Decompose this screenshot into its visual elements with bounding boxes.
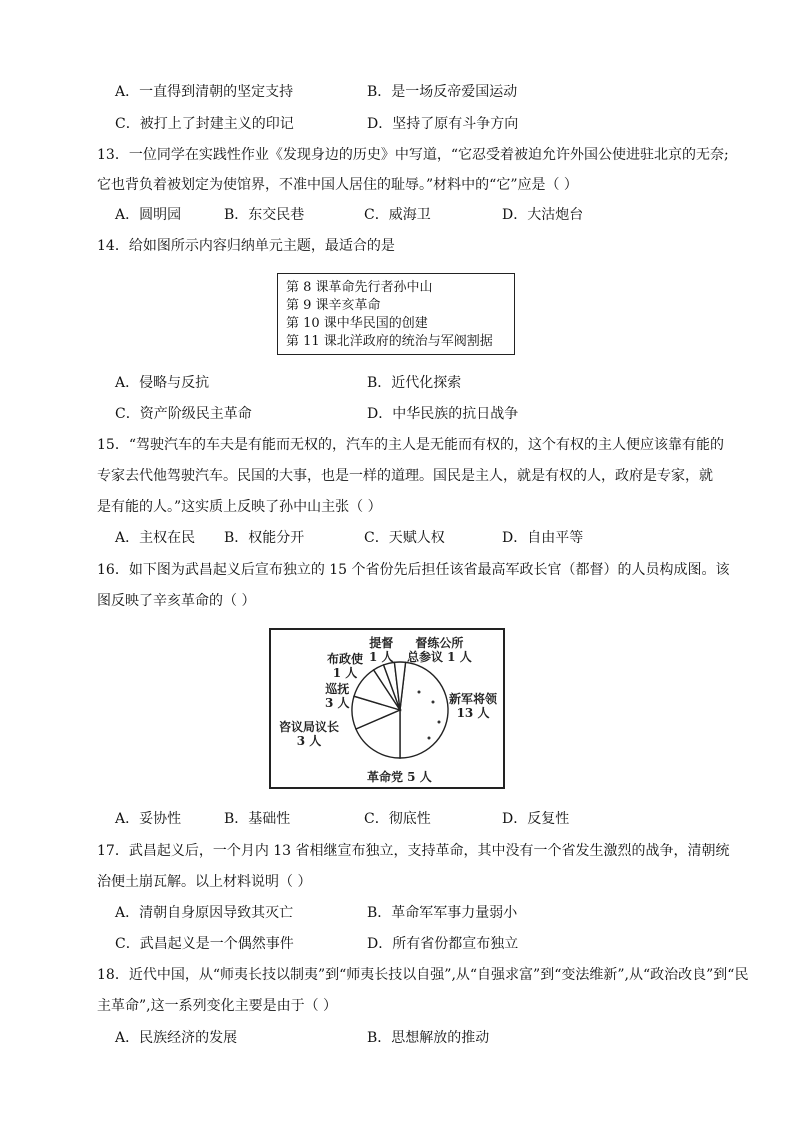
q15-stem-line1: 15．“驾驶汽车的车夫是有能而无权的，汽车的主人是无能而有权的，这个有权的主人便应该靠有能的 — [97, 437, 724, 453]
q17-stem-line1: 17．武昌起义后，一个月内 13 省相继宣布独立，支持革命，其中没有一个省发生激烈的战争，清朝统 — [97, 843, 730, 859]
label-line: 3 人 — [296, 734, 322, 748]
q17-option-c: C．武昌起义是一个偶然事件 — [115, 936, 294, 952]
label-line: 巡抚 — [325, 682, 350, 696]
lesson-item: 第 8 课革命先行者孙中山 — [286, 280, 433, 295]
q13-option-c: C．威海卫 — [364, 207, 431, 223]
lesson-item: 第 11 课北洋政府的统治与军阀割据 — [286, 334, 493, 349]
label-line: 1 人 — [369, 650, 394, 664]
pie-texture-dot — [418, 691, 421, 694]
q14-stem: 14．给如图所示内容归纳单元主题，最适合的是 — [97, 238, 395, 254]
q14-lesson-box — [277, 273, 515, 355]
q15-option-a: A．主权在民 — [115, 530, 196, 546]
q16-option-d: D．反复性 — [502, 811, 570, 827]
q15-option-b: B．权能分开 — [224, 530, 305, 546]
pie-label-xinjun — [449, 692, 497, 720]
q12-option-a: A．一直得到清朝的坚定支持 — [115, 84, 294, 100]
pie-label-xunfu — [325, 682, 350, 710]
q13-stem-line2: 它也背负着被划定为使馆界，不准中国人居住的耻辱。”材料中的“它”应是（ ） — [97, 177, 578, 193]
pie-label-buzhengshi — [327, 652, 363, 680]
q14-option-a: A．侵略与反抗 — [115, 375, 210, 391]
q14-option-b: B．近代化探索 — [367, 375, 462, 391]
q15-stem-line2: 专家去代他驾驶汽车。民国的大事，也是一样的道理。国民是主人，就是有权的人，政府是专家，就 — [97, 468, 713, 484]
pie-texture-dot — [438, 721, 441, 724]
label-line: 3 人 — [325, 696, 350, 710]
label-line: 革命党 5 人 — [367, 770, 432, 784]
pie-label-ziyiju — [279, 720, 339, 748]
q16-pie-figure — [269, 628, 505, 789]
label-line: 1 人 — [332, 666, 358, 680]
pie-label-zongcanyi — [407, 636, 472, 664]
q14-option-d: D．中华民族的抗日战争 — [367, 406, 519, 422]
q15-option-c: C．天赋人权 — [364, 530, 445, 546]
pie-label-tidu — [369, 636, 394, 664]
lesson-item: 第 10 课中华民国的创建 — [286, 316, 428, 331]
q16-stem-line2: 图反映了辛亥革命的（ ） — [97, 593, 256, 609]
q18-option-b: B．思想解放的推动 — [367, 1030, 490, 1046]
q15-option-d: D．自由平等 — [502, 530, 584, 546]
q13-stem-line1: 13．一位同学在实践性作业《发现身边的历史》中写道，“它忍受着被迫允许外国公使进驻北京的无奈; — [97, 147, 729, 163]
pie-slice-0 — [400, 662, 448, 758]
label-line: 13 人 — [456, 706, 490, 720]
q18-stem-line1: 18．近代中国，从“师夷长技以制夷”到“师夷长技以自强”,从“自强求富”到“变法维新”,从“政治改良”到“民 — [97, 967, 749, 983]
q12-option-c: C．被打上了封建主义的印记 — [115, 116, 294, 132]
q16-option-c: C．彻底性 — [364, 811, 431, 827]
q13-option-b: B．东交民巷 — [224, 207, 305, 223]
label-line: 总参议 1 人 — [407, 650, 472, 664]
pie-texture-dot — [428, 737, 431, 740]
q17-stem-line2: 治便土崩瓦解。以上材料说明（ ） — [97, 874, 312, 890]
q17-option-d: D．所有省份都宣布独立 — [367, 936, 519, 952]
q12-option-d: D．坚持了原有斗争方向 — [367, 116, 519, 132]
q16-stem-line1: 16．如下图为武昌起义后宣布独立的 15 个省份先后担任该省最高军政长官（都督）的人员构成图。该 — [97, 562, 730, 578]
label-line: 布政使 — [327, 652, 364, 666]
q16-option-b: B．基础性 — [224, 811, 291, 827]
label-line: 督练公所 — [415, 636, 464, 650]
label-line: 新军将领 — [449, 692, 498, 706]
pie-label-gemingdang — [367, 770, 432, 784]
label-line: 咨议局议长 — [279, 720, 340, 734]
q16-option-a: A．妥协性 — [115, 811, 182, 827]
lesson-item: 第 9 课辛亥革命 — [286, 298, 381, 313]
q17-option-a: A．清朝自身原因导致其灭亡 — [115, 905, 294, 921]
q18-stem-line2: 主革命”,这一系列变化主要是由于（ ） — [97, 998, 338, 1014]
q12-option-b: B．是一场反帝爱国运动 — [367, 84, 518, 100]
pie-texture-dot — [432, 701, 435, 704]
q13-option-a: A．圆明园 — [115, 207, 182, 223]
q15-stem-line3: 是有能的人。”这实质上反映了孙中山主张（ ） — [97, 499, 382, 515]
q17-option-b: B．革命军军事力量弱小 — [367, 905, 518, 921]
q18-option-a: A．民族经济的发展 — [115, 1030, 238, 1046]
q14-option-c: C．资产阶级民主革命 — [115, 406, 252, 422]
q13-option-d: D．大沽炮台 — [502, 207, 584, 223]
label-line: 提督 — [369, 636, 394, 650]
